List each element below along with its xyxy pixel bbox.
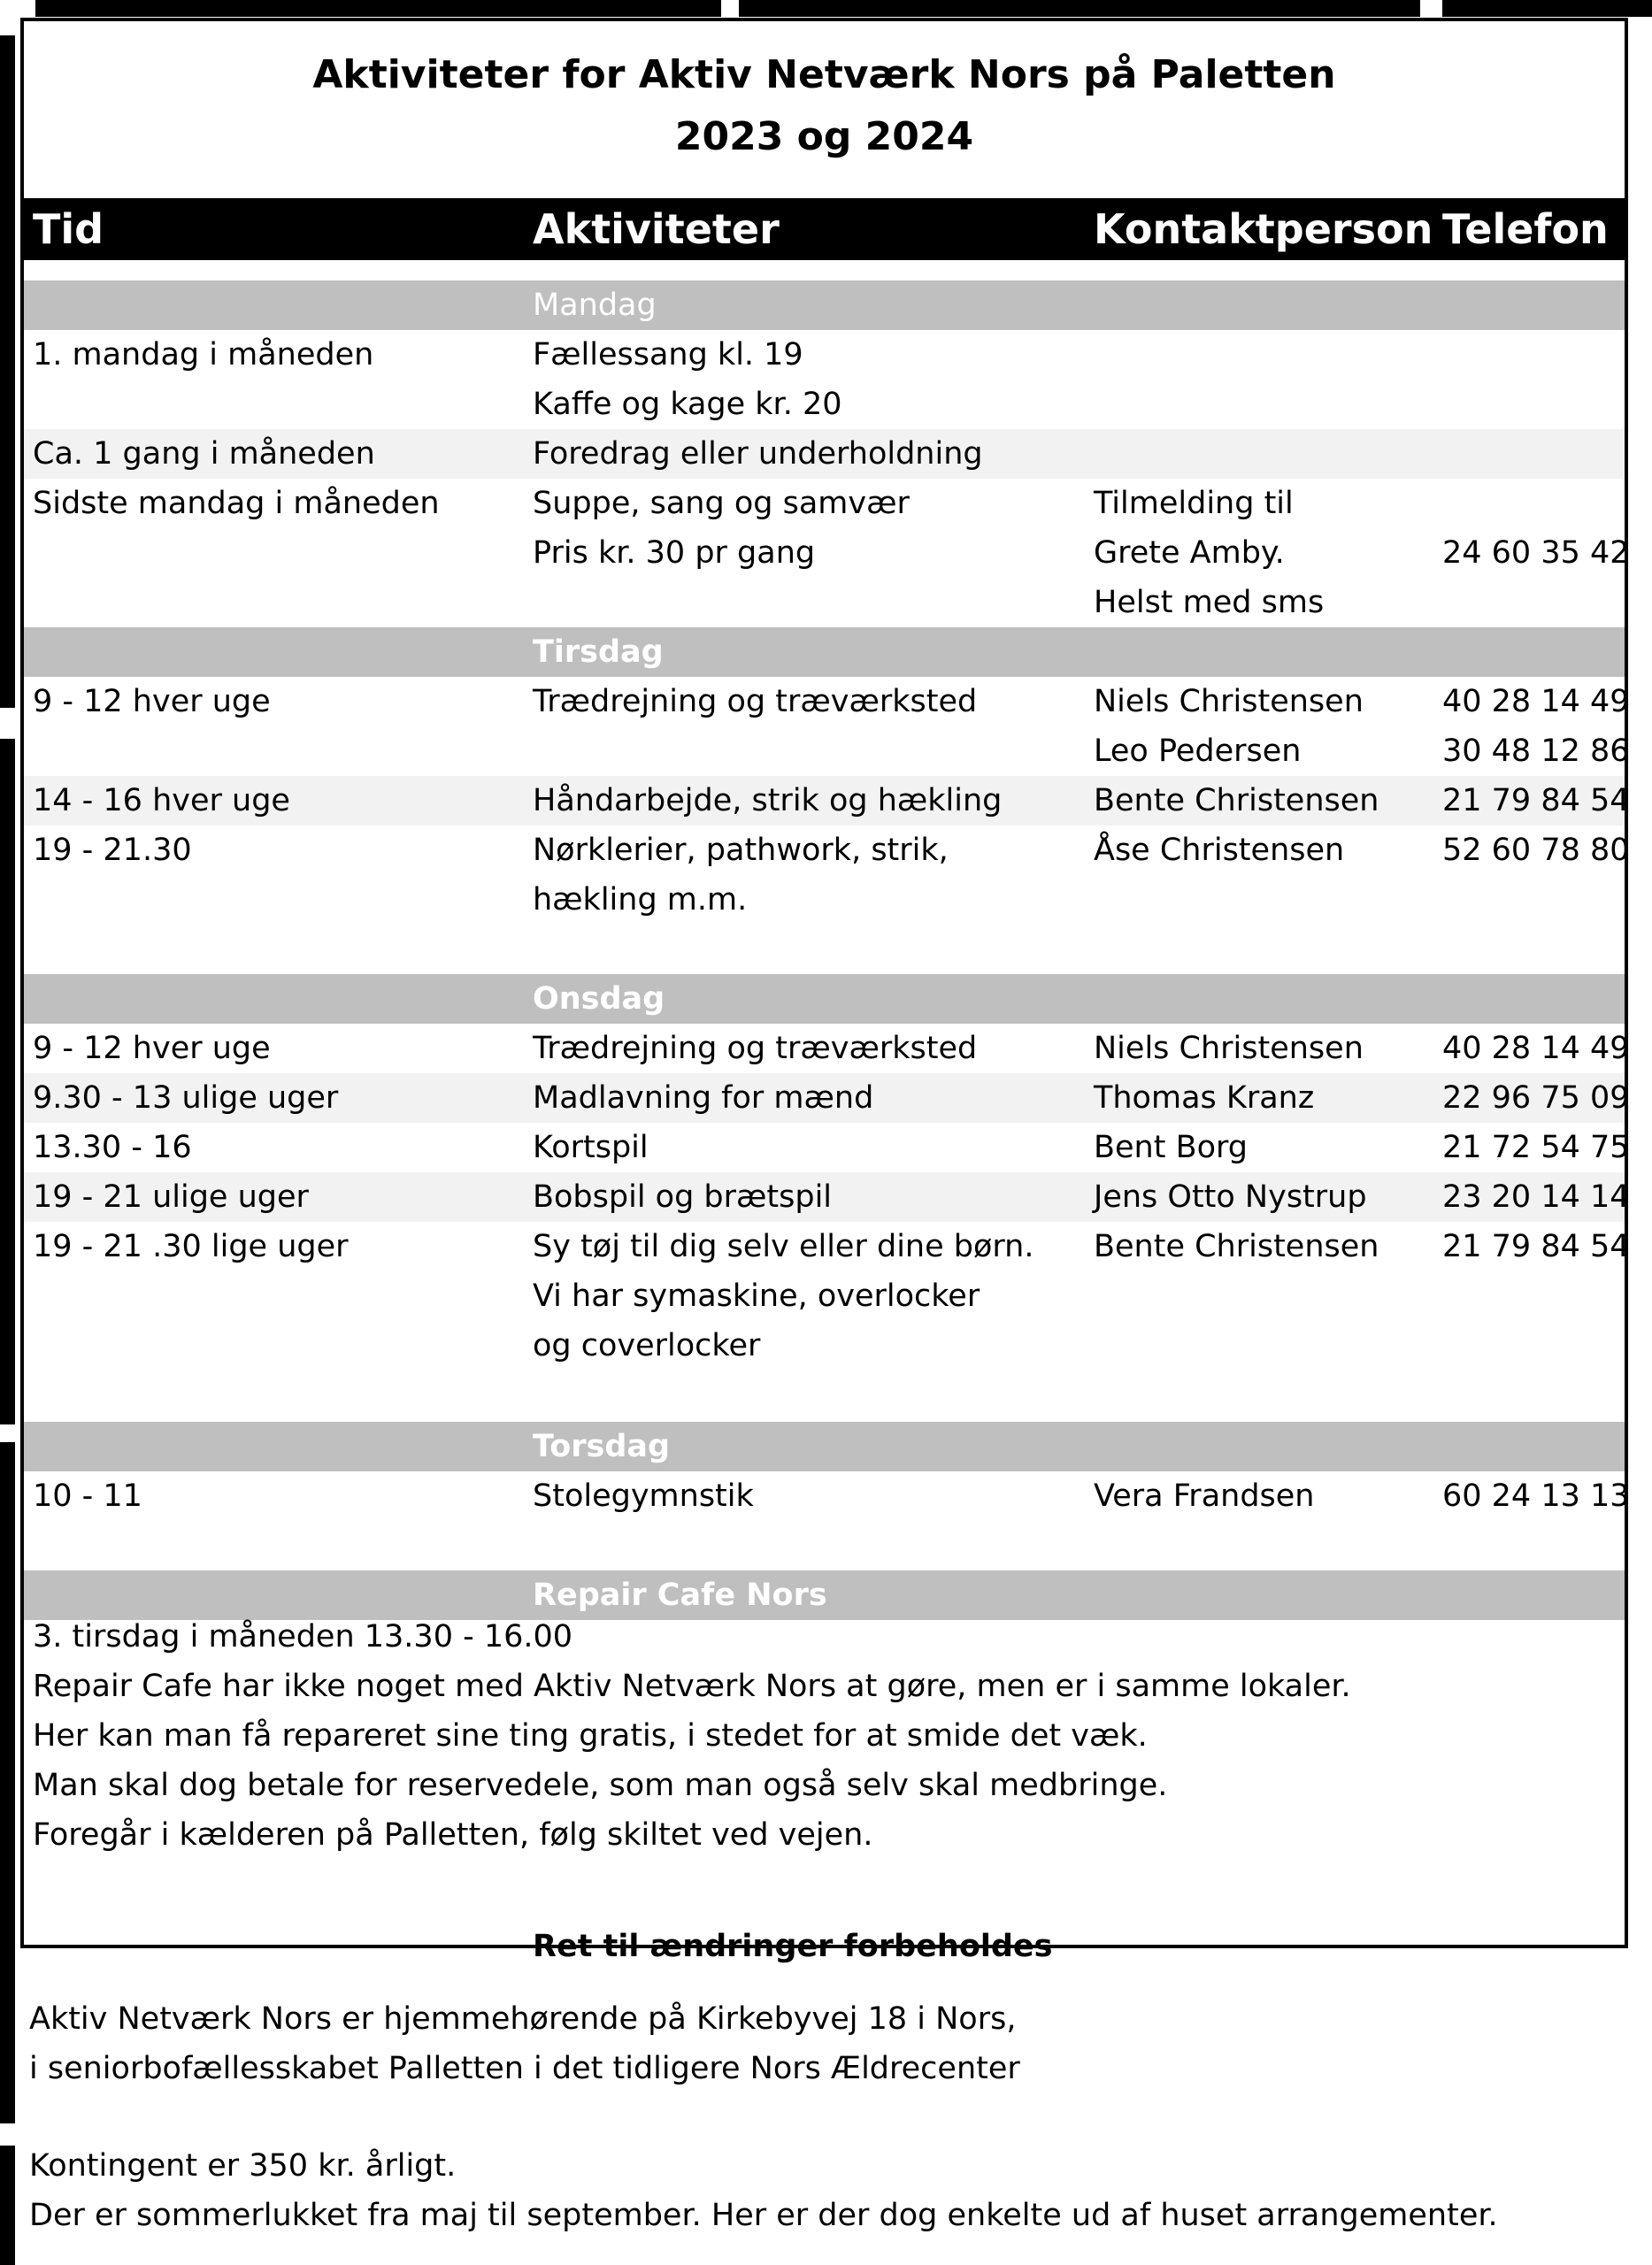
left-edge-bar [0,1442,15,2123]
section-header-repair-cafe [24,1570,1625,1620]
cell-kontakt: Bente Christensen [1094,1229,1379,1264]
cell-kontakt: Bent Borg [1094,1130,1248,1165]
text-line: i seniorbofællesskabet Palletten i det tidligere Nors Ældrecenter [29,2051,1020,2086]
cell-tid: 1. mandag i måneden [33,337,374,372]
cell-line: Fællessang kl. 19 [533,337,803,372]
table-row [24,1024,1630,1073]
day-header-mandag [24,280,1625,330]
header-tid: Tid [33,205,104,253]
table-row [24,1073,1630,1123]
cell-aktivitet [533,330,842,429]
cell-telefon: 23 20 14 14 [1442,1179,1630,1215]
cell-tid: 19 - 21.30 [33,833,192,868]
table-header [24,198,1625,260]
cell-tid: 14 - 16 hver uge [33,783,290,818]
top-edge-bar [35,0,721,17]
table-row [24,1222,1630,1415]
cell-line: Grete Amby. [1094,535,1285,571]
cell-aktivitet: Håndarbejde, strik og hækling [533,783,1003,818]
cell-aktivitet: Stolegymnstik [533,1478,754,1514]
text-line: Repair Cafe har ikke noget med Aktiv Netværk Nors at gøre, men er i samme lokaler. [33,1669,1351,1704]
cell-aktivitet: Kortspil [533,1130,649,1165]
text-line: Kontingent er 350 kr. årligt. [29,2148,457,2184]
text-line: Aktiv Netværk Nors er hjemmehørende på Kirkebyvej 18 i Nors, [29,2001,1017,2037]
cell-tid: 19 - 21 .30 lige uger [33,1229,349,1264]
cell-tid: 9 - 12 hver uge [33,684,271,719]
day-label: Tirsdag [533,634,664,670]
cell-telefon: 24 60 35 42 [1442,535,1630,571]
changes-reserved-note: Ret til ændringer forbeholdes [533,1929,1053,1964]
cell-tid: 10 - 11 [33,1478,142,1514]
table-row [24,677,1630,776]
cell-telefon: 21 72 54 75 [1442,1130,1630,1165]
info-text-membership [29,2148,1498,2247]
cell-tid: 19 - 21 ulige uger [33,1179,309,1215]
cell-telefon [1442,677,1630,776]
cell-aktivitet: Trædrejning og træværksted [533,684,978,719]
text-line: Der er sommerlukket fra maj til september. Her er der dog enkelte ud af huset arrangementer. [29,2198,1498,2233]
cell-aktivitet [533,825,949,925]
table-row [24,825,1630,974]
title-line-1: Aktiviteter for Aktiv Netværk Nors på Paletten [312,52,1336,97]
table-row [24,776,1630,825]
cell-line: Suppe, sang og samvær [533,486,910,521]
cell-aktivitet [533,479,910,578]
activities-table-frame [20,18,1630,1964]
cell-telefon: 21 79 84 54 [1442,783,1630,818]
left-edge-bar [0,35,15,708]
day-label: Mandag [533,288,657,323]
cell-tid: 9.30 - 13 ulige uger [33,1080,339,1116]
left-edge-bar [0,2146,15,2265]
cell-line: Leo Pedersen [1094,733,1302,769]
cell-line: Vi har symaskine, overlocker [533,1278,980,1314]
cell-line: 40 28 14 49 [1442,684,1630,719]
cell-line: og coverlocker [533,1328,761,1363]
day-header-torsdag [24,1422,1625,1471]
cell-kontakt: Jens Otto Nystrup [1094,1179,1367,1215]
cell-kontakt: Åse Christensen [1094,833,1345,868]
cell-line: Pris kr. 30 pr gang [533,535,816,571]
table-row [24,479,1630,627]
cell-kontakt: Bente Christensen [1094,783,1379,818]
cell-line: hækling m.m. [533,882,748,918]
cell-kontakt: Vera Frandsen [1094,1478,1315,1514]
cell-aktivitet: Trædrejning og træværksted [533,1031,978,1066]
header-aktiviteter: Aktiviteter [533,205,780,253]
day-label: Torsdag [533,1429,671,1464]
cell-kontakt [1094,479,1324,627]
title-line-2: 2023 og 2024 [674,114,974,159]
section-label: Repair Cafe Nors [533,1578,827,1613]
cell-kontakt [1094,677,1364,776]
table-row [24,330,1625,429]
top-edge-bar [1442,0,1652,17]
cell-aktivitet: Madlavning for mænd [533,1080,874,1116]
text-line: Foregår i kælderen på Palletten, følg skiltet ved vejen. [33,1817,873,1853]
cell-kontakt: Thomas Kranz [1094,1080,1315,1116]
cell-aktivitet: Foredrag eller underholdning [533,436,983,472]
cell-telefon: 21 79 84 54 [1442,1229,1630,1264]
cell-line: Kaffe og kage kr. 20 [533,387,842,422]
table-row [24,1172,1630,1222]
cell-kontakt: Niels Christensen [1094,1031,1364,1066]
cell-telefon: 40 28 14 49 [1442,1031,1630,1066]
table-row [24,1471,1630,1570]
cell-tid: Ca. 1 gang i måneden [33,436,375,472]
header-telefon: Telefon [1442,205,1609,253]
cell-aktivitet [533,1222,1033,1371]
cell-telefon: 22 96 75 09 [1442,1080,1630,1116]
cell-telefon: 52 60 78 80 [1442,833,1630,868]
cell-tid: Sidste mandag i måneden [33,486,440,521]
left-edge-bar [0,739,15,1424]
header-kontaktperson: Kontaktperson [1094,205,1433,253]
text-line: Man skal dog betale for reservedele, som man også selv skal medbringe. [33,1768,1168,1803]
cell-tid: 9 - 12 hver uge [33,1031,271,1066]
day-header-tirsdag [24,627,1625,677]
day-header-onsdag [24,974,1625,1024]
cell-line: Tilmelding til [1094,486,1294,521]
day-label: Onsdag [533,981,665,1017]
cell-tid: 13.30 - 16 [33,1130,192,1165]
cell-line: 30 48 12 86 [1442,733,1630,769]
cell-line: Sy tøj til dig selv eller dine børn. [533,1229,1034,1264]
table-row [24,1123,1630,1172]
cell-line: Helst med sms [1094,585,1325,620]
cell-line: Nørklerier, pathwork, strik, [533,833,949,868]
cell-telefon: 60 24 13 13 [1442,1478,1630,1514]
text-line: Her kan man få repareret sine ting gratis, i stedet for at smide det væk. [33,1718,1148,1754]
cell-aktivitet: Bobspil og brætspil [533,1179,833,1215]
cell-line: Niels Christensen [1094,684,1364,719]
text-line: 3. tirsdag i måneden 13.30 - 16.00 [33,1619,573,1655]
page-title [24,44,1625,168]
table-row [24,429,1625,479]
repair-cafe-text [33,1619,1351,1867]
top-edge-bar [739,0,1420,17]
info-text-address [29,2001,1020,2100]
